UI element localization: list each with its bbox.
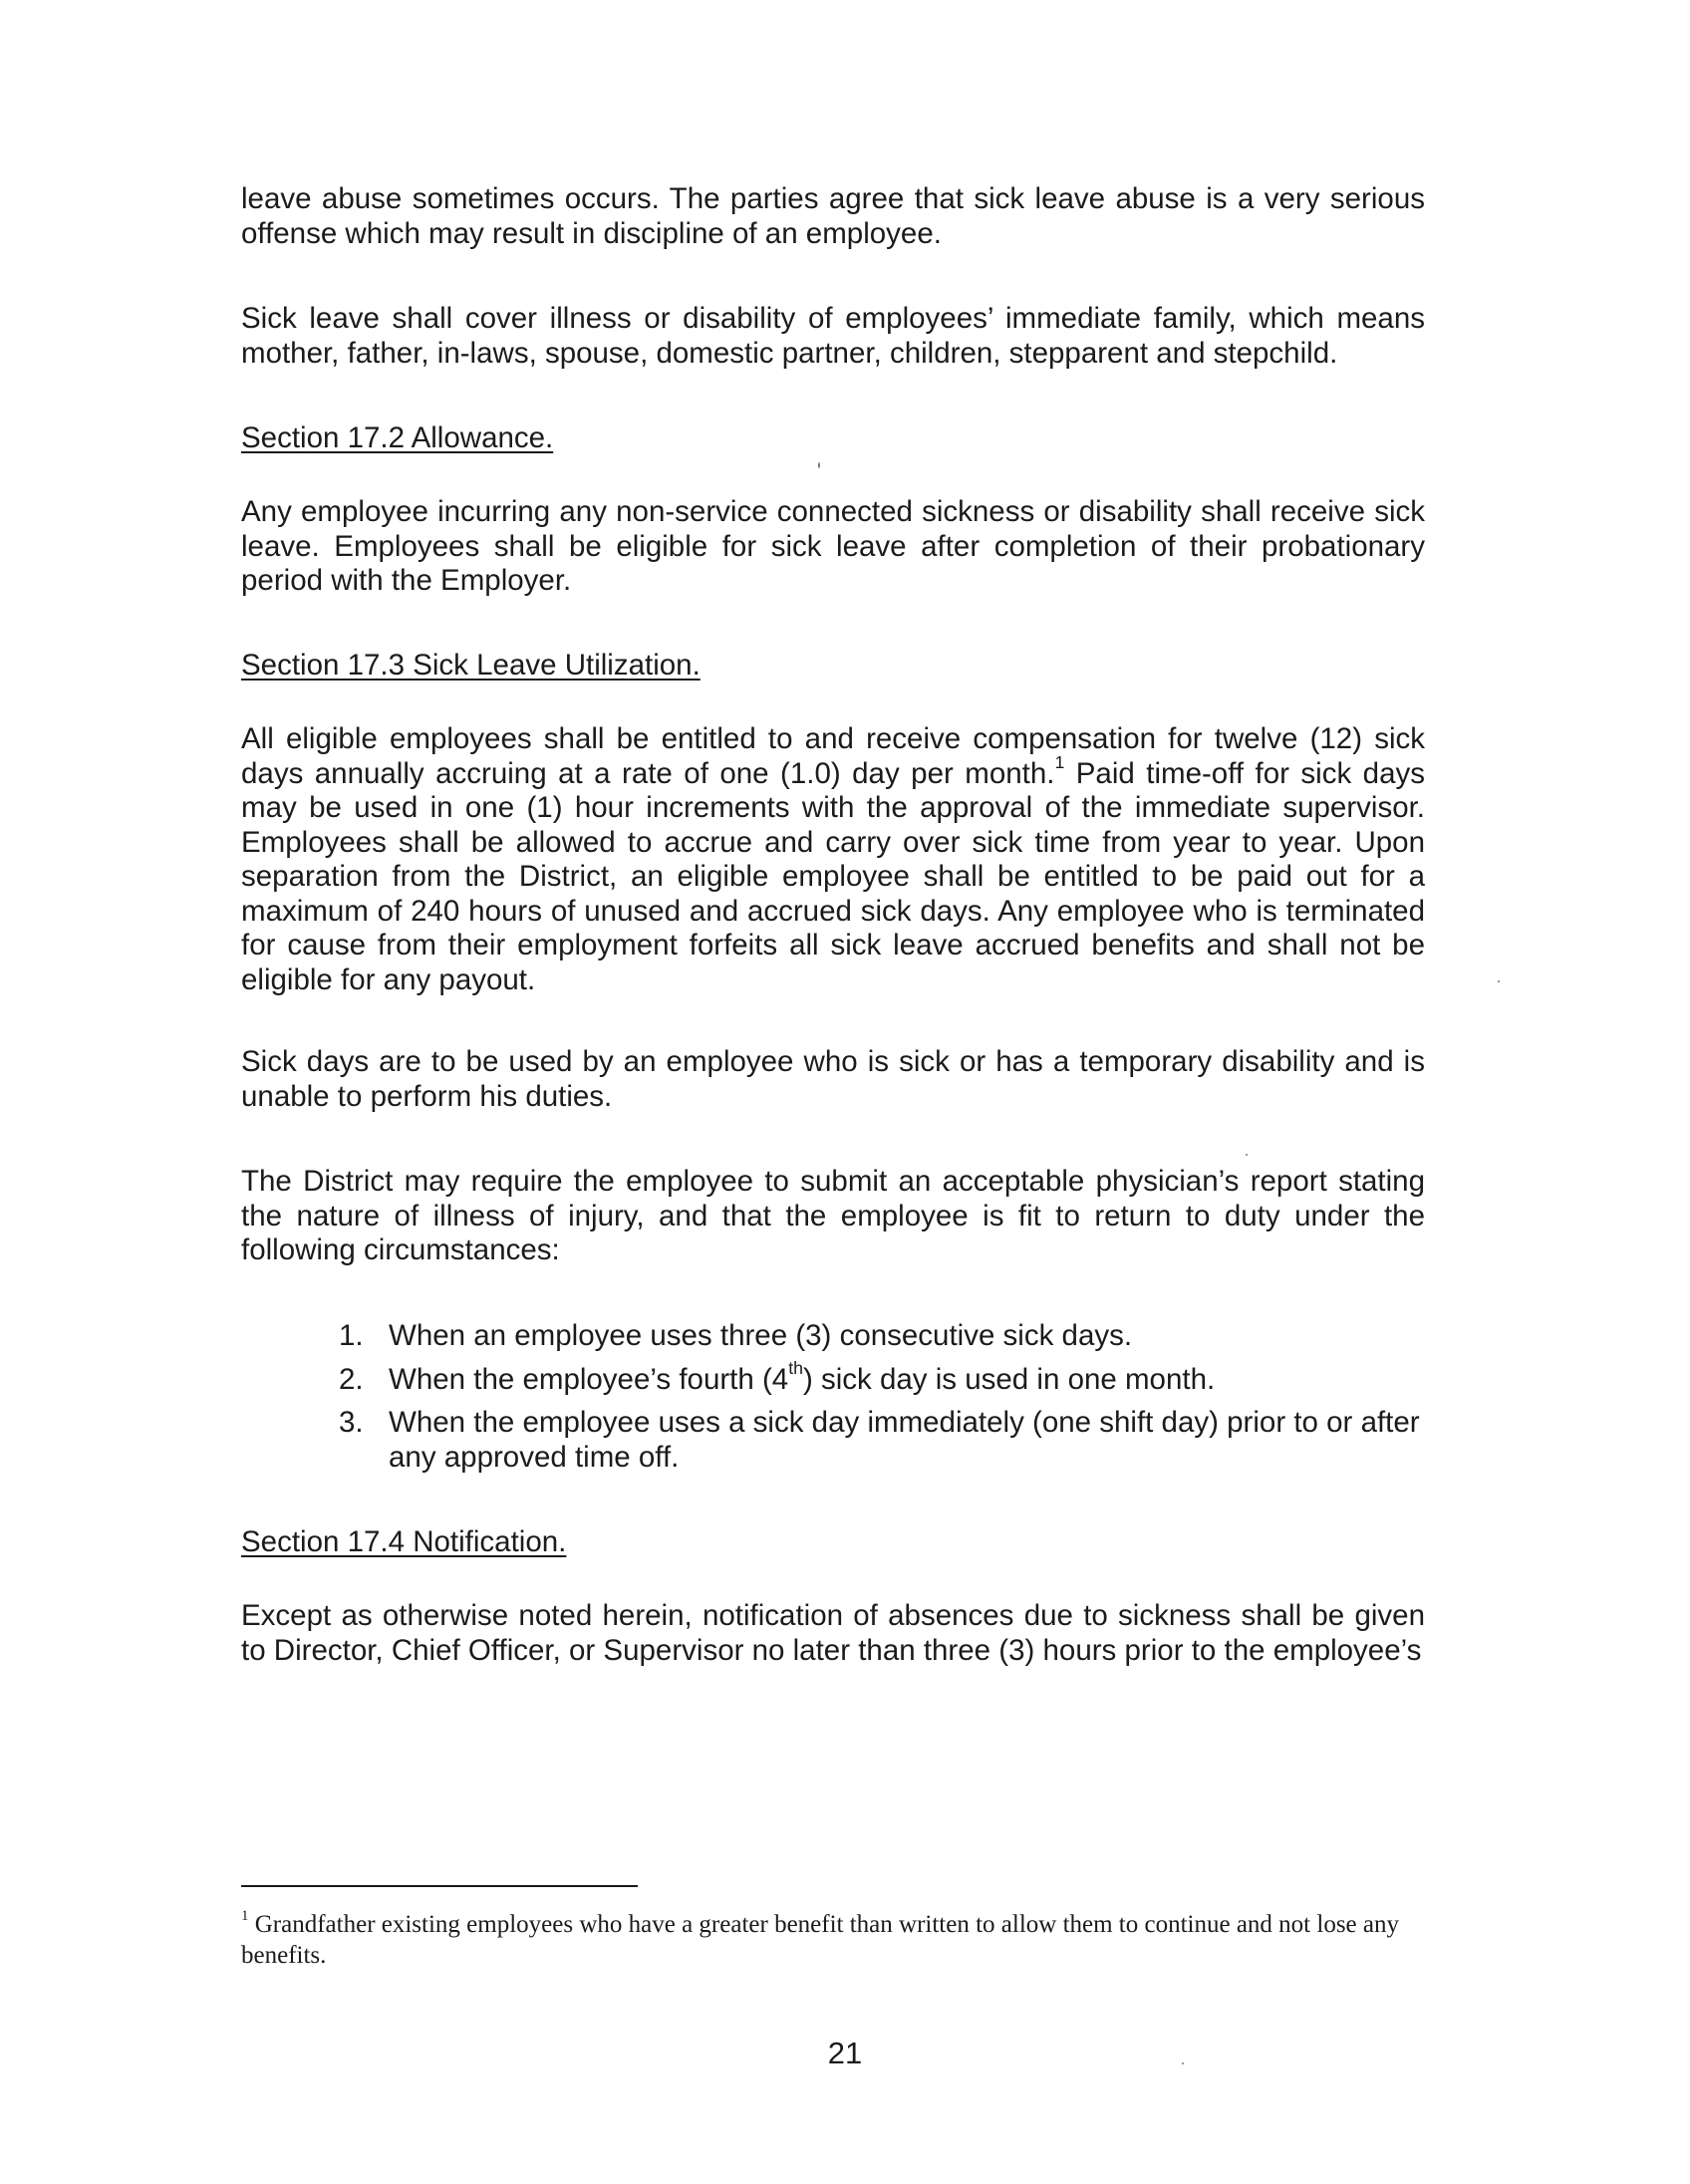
paragraph-allowance: Any employee incurring any non-service connected sickness or disability shall receive sick leave. Employees shall be eligible for sick leave after completion of their probationary period with the Employer.: [241, 495, 1425, 597]
paragraph-notification: Except as otherwise noted herein, notification of absences due to sickness shall be given to Director, Chief Officer, or Supervisor no later than three (3) hours prior to the employee’s: [241, 1599, 1425, 1667]
paragraph-sick-leave-abuse: leave abuse sometimes occurs. The parties agree that sick leave abuse is a very serious offense which may result in discipline of an employee.: [241, 182, 1425, 250]
footnote-reference: 1: [1054, 752, 1065, 773]
list-item-number: 3.: [339, 1406, 364, 1439]
scan-speck: [1498, 980, 1500, 982]
paragraph-sick-days-usage: Sick days are to be used by an employee who is sick or has a temporary disability and is unable to perform his duties.: [241, 1045, 1425, 1113]
footnote-text: Grandfather existing employees who have a greater benefit than written to allow them to continue and not lose any benefits.: [241, 1911, 1399, 1969]
list-item-text-post: ) sick day is used in one month.: [802, 1362, 1216, 1396]
scan-speck: [818, 462, 820, 468]
list-item-text-pre: When the employee’s fourth (4: [389, 1362, 789, 1396]
scan-speck: [1246, 1154, 1248, 1156]
page-number: 21: [827, 2036, 863, 2070]
footnote: [241, 1909, 1425, 1971]
heading-section-17-3: Section 17.3 Sick Leave Utilization.: [241, 649, 701, 682]
paragraph-immediate-family: Sick leave shall cover illness or disability of employees’ immediate family, which means mother, father, in-laws, spouse, domestic partner, children, stepparent and stepchild.: [241, 302, 1425, 370]
heading-section-17-4: Section 17.4 Notification.: [241, 1525, 567, 1558]
paragraph-physician-report: The District may require the employee to submit an acceptable physician’s report stating the nature of illness of injury, and that the employee is fit to return to duty under the following circumstances:: [241, 1165, 1425, 1266]
footnote-marker: 1: [241, 1907, 249, 1924]
footnote-divider: [241, 1885, 638, 1887]
scan-speck: [1182, 2062, 1184, 2064]
list-item: [339, 1406, 1425, 1475]
list-item: [339, 1358, 1425, 1398]
paragraph-utilization: [241, 722, 1425, 997]
list-item-number: 1.: [339, 1319, 364, 1352]
list-item: [339, 1319, 1425, 1354]
list-item-number: 2.: [339, 1362, 364, 1396]
utilization-text-part1: All eligible employees shall be entitled to and receive compensation for twelve (12) sick days annually accruing at a rate of one (1.0) day per month.: [241, 722, 1425, 790]
circumstances-list: [339, 1319, 1425, 1484]
list-item-text: When the employee uses a sick day immediately (one shift day) prior to or after any approved time off.: [389, 1406, 1420, 1474]
list-item-text: When an employee uses three (3) consecutive sick days.: [389, 1319, 1133, 1352]
utilization-text-part2: Paid time-off for sick days may be used in one (1) hour increments with the approval of the immediate supervisor. Employees shall be allowed to accrue and carry over sick time from year to year. Upon separation from the District, an eligible employee shall be entitled to be paid out for a maximum of 240 hours of unused and accrued sick days. Any employee who is terminated for cause from their employment forfeits all sick leave accrued benefits and shall not be eligible for any payout.: [241, 756, 1425, 996]
heading-section-17-2: Section 17.2 Allowance.: [241, 421, 554, 454]
ordinal-suffix: th: [788, 1358, 803, 1379]
